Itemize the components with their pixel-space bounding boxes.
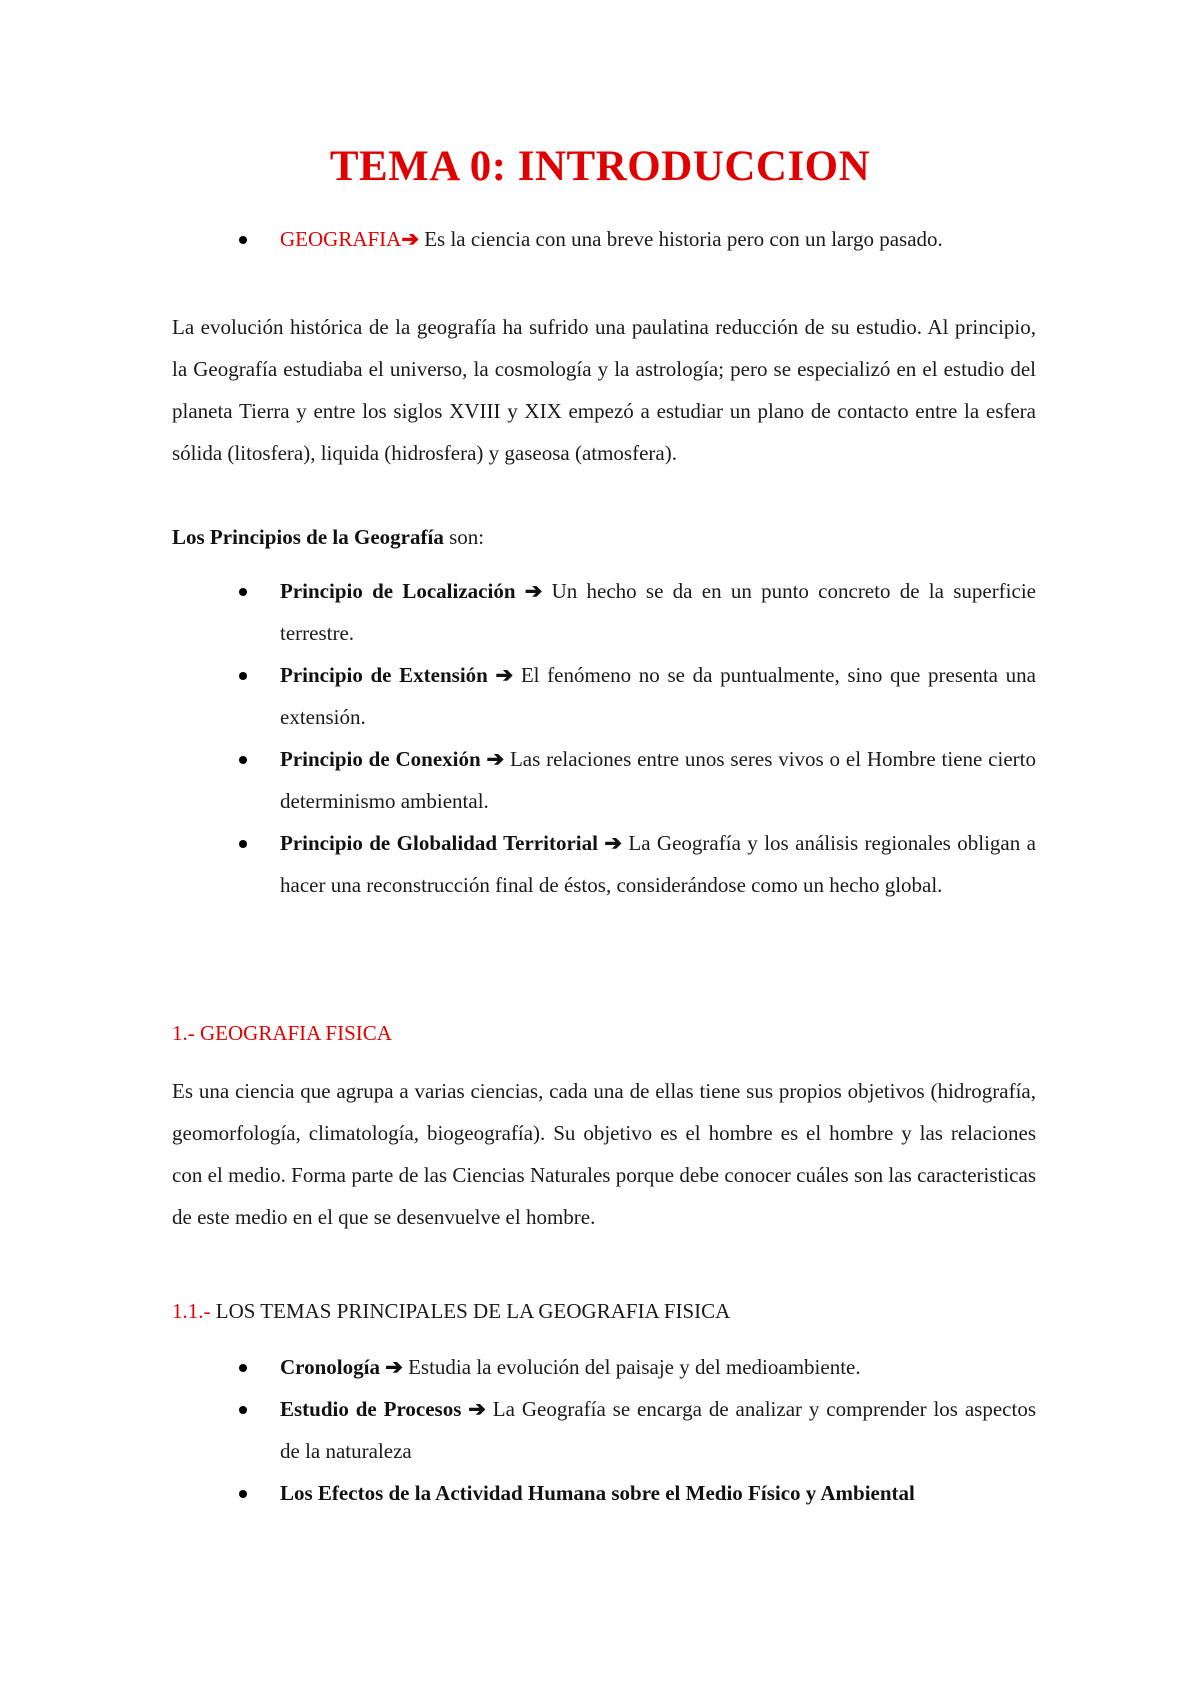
principle-text: El fenómeno no se da puntualmente, sino que presenta una extensión. (280, 663, 1036, 729)
section-heading-geografia-fisica: 1.- GEOGRAFIA FISICA (172, 1021, 392, 1045)
bullet-icon (239, 756, 247, 764)
definition-text: Es la ciencia con una breve historia pero con un largo pasado. (418, 227, 943, 251)
topic-term: Estudio de Procesos (280, 1397, 462, 1421)
principle-text: La Geografía y los análisis regionales obligan a hacer una reconstrucción final de éstos, considerándose como un hecho global. (280, 831, 1036, 897)
topic-text: Estudia la evolución del paisaje y del medioambiente. (402, 1355, 861, 1379)
arrow-icon: ➔ (597, 831, 622, 855)
topic-text: La Geografía se encarga de analizar y comprender los aspectos de la naturaleza (280, 1397, 1036, 1463)
intro-list (240, 218, 1036, 260)
topic-term: Los Efectos de la Actividad Humana sobre el Medio Físico y Ambiental (280, 1481, 915, 1505)
principles-intro (172, 516, 1036, 558)
topic-term: Cronología (280, 1355, 380, 1379)
principle-term: Principio de Globalidad Territorial (280, 831, 598, 855)
principle-term: Principio de Conexión (280, 747, 481, 771)
principle-text: Las relaciones entre unos seres vivos o el Hombre tiene cierto determinismo ambiental. (280, 747, 1036, 813)
list-item (280, 1472, 1036, 1514)
bullet-icon (239, 588, 247, 596)
list-item (280, 570, 1036, 654)
list-item (280, 218, 1036, 260)
bullet-icon (239, 1406, 247, 1414)
arrow-icon: ➔ (487, 663, 514, 687)
arrow-icon: ➔ (461, 1397, 486, 1421)
bullet-icon (239, 1364, 247, 1372)
topics-list (240, 1346, 1036, 1514)
bullet-icon (239, 1490, 247, 1498)
page-title: TEMA 0: INTRODUCCION (329, 143, 871, 190)
section-heading-temas (172, 1290, 730, 1332)
arrow-icon: ➔ (379, 1355, 403, 1379)
principle-term: Principio de Extensión (280, 663, 488, 687)
list-item (280, 1346, 1036, 1388)
principles-intro-bold: Los Principios de la Geografía (172, 525, 444, 549)
list-item (280, 654, 1036, 738)
arrow-icon: ➔ (480, 747, 505, 771)
list-item (280, 1388, 1036, 1472)
section-title: LOS TEMAS PRINCIPALES DE LA GEOGRAFIA FISICA (210, 1299, 731, 1323)
section-number: 1.1.- (172, 1299, 211, 1323)
paragraph-evolucion: La evolución histórica de la geografía ha sufrido una paulatina reducción de su estudio. Al principio, la Geografía estudiaba el universo, la cosmología y la astrología; pero se especializó en el estudio del planeta Tierra y entre los siglos XVIII y XIX empezó a estudiar un plano de contacto entre la esfera sólida (litosfera), liquida (hidrosfera) y gaseosa (atmosfera). (172, 315, 1036, 465)
bullet-icon (239, 672, 247, 680)
paragraph-geografia-fisica: Es una ciencia que agrupa a varias ciencias, cada una de ellas tiene sus propios objetivos (hidrografía, geomorfología, climatología, biogeografía). Su objetivo es el hombre es el hombre y las relaciones con el medio. Forma parte de las Ciencias Naturales porque debe conocer cuáles son las caracteristicas de este medio en el que se desenvuelve el hombre. (172, 1079, 1036, 1229)
term-geografia: GEOGRAFIA (280, 227, 402, 251)
principles-intro-rest: son: (443, 525, 485, 549)
arrow-icon: ➔ (401, 227, 419, 251)
list-item (280, 738, 1036, 822)
bullet-icon (239, 236, 247, 244)
bullet-icon (239, 840, 247, 848)
principle-term: Principio de Localización (280, 579, 516, 603)
principles-list (240, 570, 1036, 906)
principle-text: Un hecho se da en un punto concreto de la superficie terrestre. (280, 579, 1036, 645)
arrow-icon: ➔ (515, 579, 543, 603)
list-item (280, 822, 1036, 906)
